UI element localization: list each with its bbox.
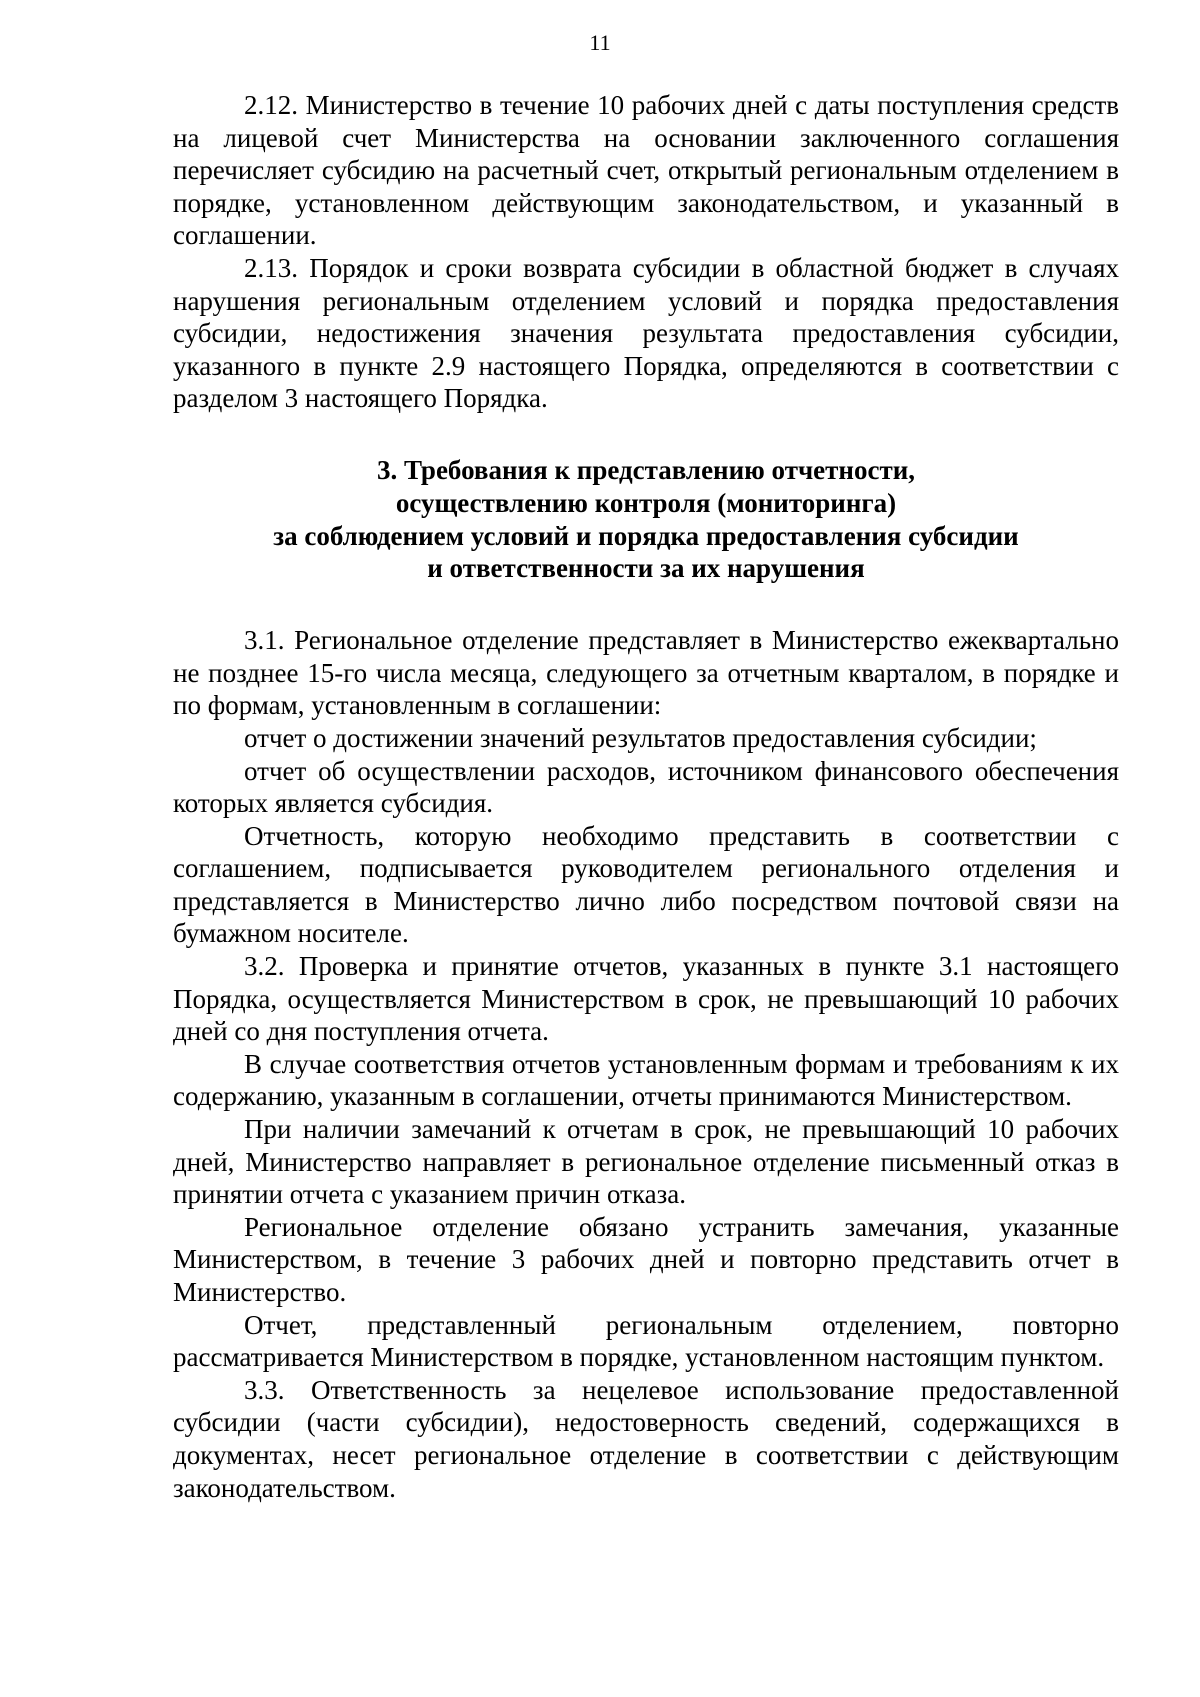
paragraph-3-2: 3.2. Проверка и принятие отчетов, указанных в пункте 3.1 настоящего Порядка, осуществляется Министерством в срок, не превышающий 10 рабочих дней со дня поступления отчета. [173,951,1119,1047]
paragraph-3-3: 3.3. Ответственность за нецелевое использование предоставленной субсидии (части субсидии), недостоверность сведений, содержащихся в документах, несет региональное отделение в соответствии с действующим законодательством. [173,1374,1119,1503]
paragraph-report-expenses: отчет об осуществлении расходов, источником финансового обеспечения которых является субсидия. [173,755,1119,819]
paragraph-remarks-refusal: При наличии замечаний к отчетам в срок, не превышающий 10 рабочих дней, Министерство направляет в региональное отделение письменный отказ в принятии отчета с указанием причин отказа. [173,1114,1119,1210]
paragraph-2-12: 2.12. Министерство в течение 10 рабочих дней с даты поступления средств на лицевой счет Министерства на основании заключенного соглашения перечисляет субсидию на расчетный счет, открытый региональным отделением в порядке, установленном действующим законодательством, и указанный в соглашении. [173,90,1119,251]
paragraph-fix-remarks: Региональное отделение обязано устранить замечания, указанные Министерством, в течение 3 рабочих дней и повторно представить отчет в Министерство. [173,1211,1119,1307]
section-heading-line: осуществлению контроля (мониторинга) [395,487,897,518]
paragraph-reporting-signature: Отчетность, которую необходимо представить в соответствии с соглашением, подписывается руководителем регионального отделения и представляется в Министерство лично либо посредством почтовой связи на бумажном носителе. [173,820,1119,949]
page-number: 11 [589,30,611,55]
section-3-heading [173,454,1119,585]
section-heading-line: и ответственности за их нарушения [427,553,865,584]
paragraph-2-13: 2.13. Порядок и сроки возврата субсидии в областной бюджет в случаях нарушения региональным отделением условий и порядка предоставления субсидии, недостижения значения результата предоставления субсидии, указанного в пункте 2.9 настоящего Порядка, определяются в соответствии с разделом 3 настоящего Порядка. [173,252,1119,414]
paragraph-resubmitted-report: Отчет, представленный региональным отделением, повторно рассматривается Министерством в порядке, установленном настоящим пунктом. [173,1309,1119,1373]
paragraph-report-results: отчет о достижении значений результатов предоставления субсидии; [244,722,1037,753]
paragraph-3-1: 3.1. Региональное отделение представляет в Министерство ежеквартально не позднее 15-го числа месяца, следующего за отчетным кварталом, в порядке и по формам, установленным в соглашении: [173,625,1119,721]
section-heading-line: за соблюдением условий и порядка предоставления субсидии [273,520,1019,551]
document-body [173,89,1119,1504]
section-heading-line: 3. Требования к представлению отчетности, [376,454,916,485]
paragraph-reports-accepted: В случае соответствия отчетов установленным формам и требованиям к их содержанию, указанным в соглашении, отчеты принимаются Министерством. [173,1048,1119,1112]
